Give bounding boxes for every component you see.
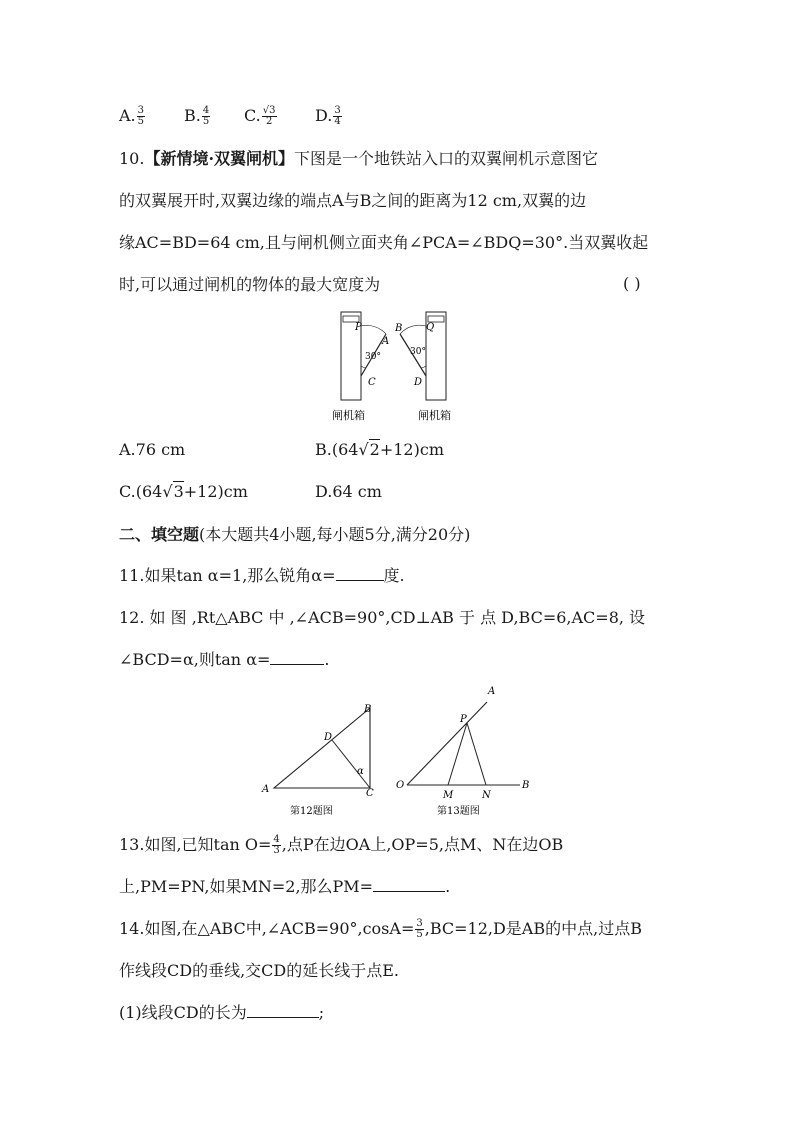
q10-option-c: C.(64√3+12)cm — [119, 482, 248, 501]
q10-line2: 的双翼展开时,双翼边缘的端点A与B之间的距离为12 cm,双翼的边 — [119, 191, 587, 210]
fig13-label-b: B — [522, 780, 530, 791]
q12-line1: 12. 如 图 ,Rt△ABC 中 ,∠ACB=90°,CD⊥AB 于 点 D,BC=6,AC=8, 设 — [119, 608, 646, 627]
fig12-caption: 第12题图 — [290, 806, 333, 817]
q10-turnstile-figure — [330, 308, 465, 428]
fig13-label-p: P — [460, 714, 467, 725]
label-d: D — [414, 377, 423, 388]
q14-line1: 14.如图,在△ABC中,∠ACB=90°,cosA= $\frac{3}{5}$ ,BC=12,D是AB的中点,过点B — [119, 918, 642, 940]
fig13-angle — [392, 682, 537, 820]
q12-line2: ∠BCD=α,则tan α= . — [119, 650, 330, 669]
q10-line4: 时,可以通过闸机的物体的最大宽度为 — [119, 275, 381, 294]
q13-line1: 13.如图,已知tan O= $\frac{4}{3}$ ,点P在边OA上,OP=5,点M、N在边OB — [119, 834, 564, 856]
angle-left-label: 30° — [365, 352, 381, 362]
q10-line1: 10.【新情境·双翼闸机】下图是一个地铁站入口的双翼闸机示意图它 — [119, 149, 599, 168]
q13-answer-blank — [373, 877, 445, 892]
fig13-caption: 第13题图 — [437, 806, 480, 817]
q13-line2: 上,PM=PN,如果MN=2,那么PM= . — [119, 877, 451, 896]
q14-part1-answer-blank — [247, 1003, 319, 1018]
fig12-label-b: B — [364, 704, 372, 715]
q10-option-d: D.64 cm — [315, 482, 382, 501]
q12-answer-blank — [270, 650, 324, 665]
q11-answer-blank — [336, 566, 384, 581]
fig12-label-c: C — [366, 788, 374, 799]
q10-answer-paren: ( ) — [623, 274, 641, 293]
q9-option-c: C. $\frac{√3}{2}$ — [244, 105, 276, 127]
angle-right-label: 30° — [410, 347, 426, 357]
q14-part1: (1)线段CD的长为 ; — [119, 1003, 325, 1022]
fig13-label-n: N — [482, 790, 491, 801]
section-2-heading: 二、填空题(本大题共4小题,每小题5分,满分20分) — [119, 525, 471, 544]
left-box-caption: 闸机箱 — [332, 409, 365, 422]
q9-option-d: D. $\frac{3}{4}$ — [315, 105, 341, 127]
q9-option-b: B. $\frac{4}{5}$ — [184, 105, 210, 127]
label-p: P — [355, 322, 362, 333]
q10-option-a: A.76 cm — [119, 440, 186, 459]
q10-tag: 【新情境·双翼闸机】 — [144, 149, 295, 168]
fig12-triangle — [260, 700, 385, 820]
fig12-label-a: A — [262, 784, 270, 795]
fig12-label-d: D — [324, 732, 333, 743]
fig13-label-o: O — [396, 780, 405, 791]
q10-option-b: B.(64√2+12)cm — [315, 440, 444, 459]
fig13-label-a: A — [488, 686, 496, 697]
right-box-caption: 闸机箱 — [418, 409, 451, 422]
label-c: C — [368, 377, 376, 388]
label-a: A — [382, 336, 390, 347]
fig13-label-m: M — [443, 790, 454, 801]
q11: 11.如果tan α=1,那么锐角α= 度. — [119, 566, 405, 585]
label-q: Q — [426, 322, 435, 333]
q10-line3: 缘AC=BD=64 cm,且与闸机侧立面夹角∠PCA=∠BDQ=30°.当双翼收起 — [119, 233, 649, 252]
label-b: B — [395, 323, 403, 334]
fig12-label-alpha: α — [357, 766, 364, 777]
q14-line2: 作线段CD的垂线,交CD的延长线于点E. — [119, 961, 399, 980]
q9-option-a: A. $\frac{3}{5}$ — [119, 105, 145, 127]
